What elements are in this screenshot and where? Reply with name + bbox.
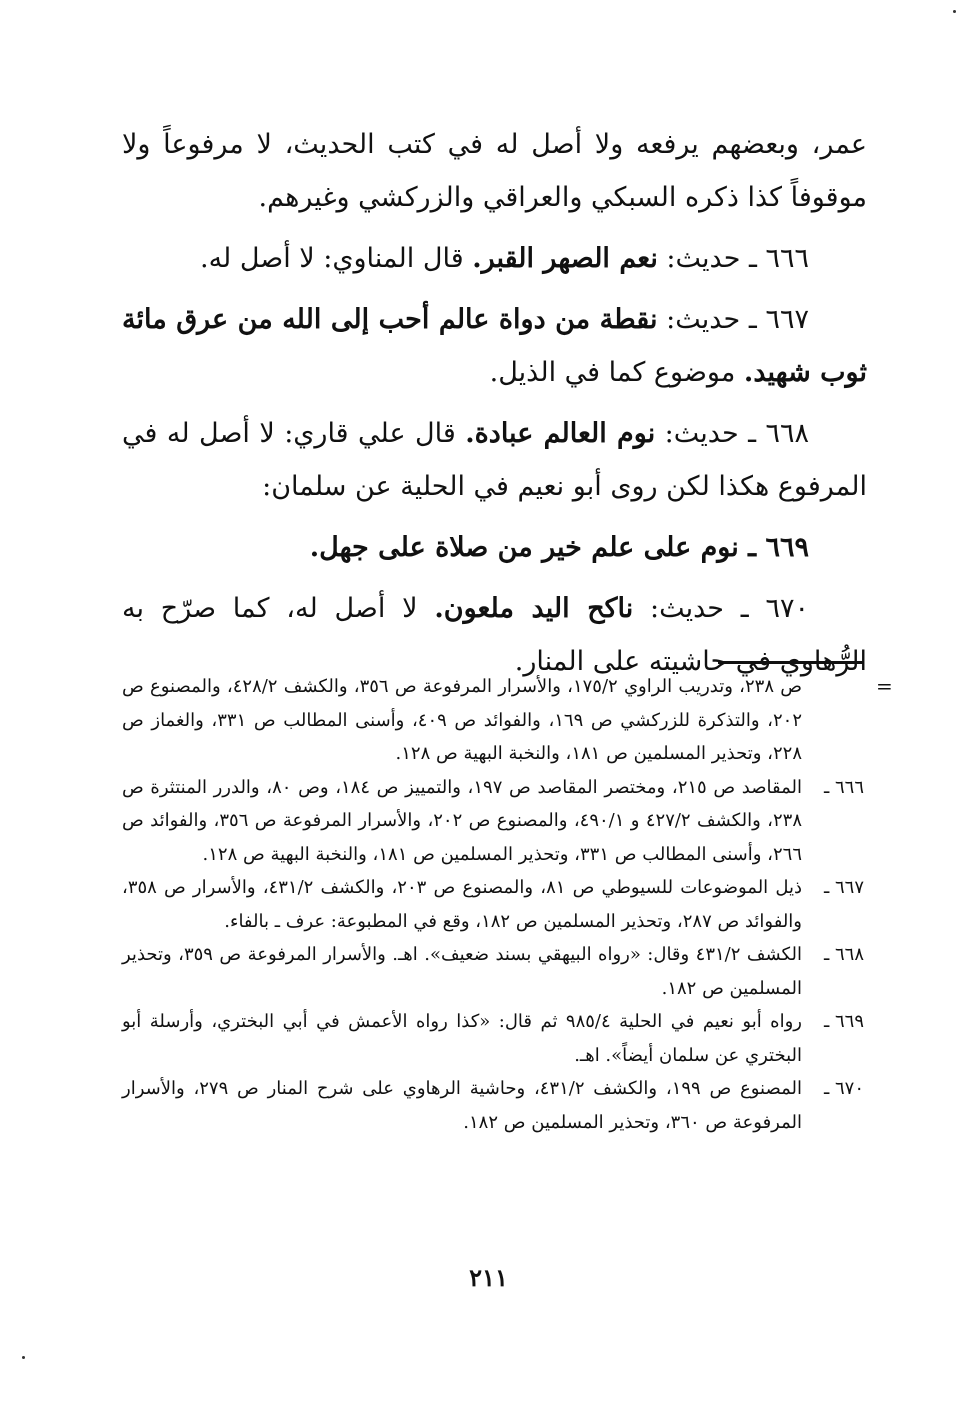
- footnote-text: ذيل الموضوعات للسيوطي ص ٨١، والمصنوع ص ٢٠٣، والكشف ٤٣١/٢، والأسرار ص ٣٥٨، والفوائد ص ٢٨٧، وتحذير المسلمين ص ١٨٢، وقع في المطبوعة: عرف ـ بالفاء.: [122, 877, 803, 932]
- footnote-continued: [122, 670, 864, 771]
- footnote-666: [122, 771, 864, 872]
- entry-668-number: ٦٦٨ ـ حديث:: [664, 418, 809, 449]
- entry-670-number: ٦٧٠ ـ حديث:: [650, 593, 809, 624]
- entry-669: ٦٦٩ ـ نوم على علم خير من صلاة على جهل.: [309, 532, 809, 563]
- footnote-text: المقاصد ص ٢١٥، ومختصر المقاصد ص ١٩٧، والتمييز ص ١٨٤، وص ٨٠، والدرر المنتثرة ص ٢٣٨، والكشف ٤٢٧/٢ و ٤٩٠/١، والمصنوع ص ٢٠٢، والأسرار المرفوعة ص ٣٥٦، والفوائد ص ٢٦٦، وأسنى المطالب ص ٣٣١، وتحذير المسلمين ص ١٨١، والنخبة البهية ص ١٢٨.: [122, 776, 803, 865]
- footnote-continuation-mark: =: [876, 674, 893, 698]
- footnote-668: [122, 938, 864, 1005]
- entry-668: [122, 407, 867, 513]
- footnote-667: [122, 871, 864, 938]
- main-text: [122, 118, 867, 696]
- footnotes: [122, 670, 864, 1139]
- entry-666: [122, 232, 867, 285]
- entry-667-number: ٦٦٧ ـ حديث:: [666, 304, 809, 335]
- entry-666-number: ٦٦٦ ـ حديث:: [666, 243, 809, 274]
- page-number: ٢١١: [469, 1263, 508, 1292]
- entry-668-hadith: نوم العالم عبادة.: [465, 418, 656, 449]
- paragraph-continuation: عمر، وبعضهم يرفعه ولا أصل له في كتب الحديث، لا مرفوعاً ولا موقوفاً كذا ذكره السبكي والعراقي والزركشي وغيرهم.: [122, 129, 867, 213]
- footnote-number: ٦٦٩ ـ: [823, 1011, 864, 1032]
- footnote-number: ٦٦٦ ـ: [823, 776, 864, 798]
- scan-speck: [953, 10, 956, 13]
- footnote-text: رواه أبو نعيم في الحلية ٩٨٥/٤ ثم قال: «كذا رواه الأعمش في أبي البختري، وأرسلة أبو البختري عن سلمان أيضاً». اهـ.: [122, 1011, 802, 1066]
- footnote-text: الكشف ٤٣١/٢ وقال: «رواه البيهقي بسند ضعيف». اهـ. والأسرار المرفوعة ص ٣٥٩، وتحذير المسلمين ص ١٨٢.: [122, 944, 802, 999]
- entry-667: [122, 293, 867, 399]
- footnote-text: المصنوع ص ١٩٩، والكشف ٤٣١/٢، وحاشية الرهاوي على شرح المنار ص ٢٧٩، والأسرار المرفوعة ص ٣٦٠، وتحذير المسلمين ص ١٨٢.: [122, 1078, 802, 1133]
- footnote-670: [122, 1072, 864, 1139]
- entry-670-comment: لا أصل له، كما صرّح به الرُّهاوي في حاشيته على المنار.: [122, 593, 867, 677]
- footnote-number: ٦٦٨ ـ: [823, 944, 864, 965]
- entry-670-hadith: ناكح اليد ملعون.: [434, 593, 634, 624]
- footnote-number: ٦٧٠ ـ: [823, 1078, 864, 1099]
- footnote-669: [122, 1005, 864, 1072]
- footnote-continued-text: ص ٢٣٨، وتدريب الراوي ١٧٥/٢، والأسرار المرفوعة ص ٣٥٦، والكشف ٤٢٨/٢، والمصنوع ص ٢٠٢، والتذكرة للزركشي ص ١٦٩، والفوائد ص ٤٠٩، وأسنى المطالب ص ٣٣١، والغماز ص ٢٢٨، وتحذير المسلمين ص ١٨١، والنخبة البهية ص ١٢٨.: [122, 676, 803, 764]
- entry-667-hadith: نقطة من دواة عالم أحب إلى الله من عرق مائة ثوب شهيد.: [122, 304, 867, 388]
- scan-speck: [22, 1356, 25, 1359]
- entry-666-comment: قال المناوي: لا أصل له.: [199, 243, 464, 274]
- footnote-number: ٦٦٧ ـ: [823, 877, 864, 898]
- footnote-separator: [718, 661, 864, 664]
- entry-668-comment: قال علي قاري: لا أصل له في المرفوع هكذا لكن روى أبو نعيم في الحلية عن سلمان:: [122, 418, 867, 502]
- entry-667-comment: موضوع كما في الذيل.: [489, 357, 736, 388]
- entry-666-hadith: نعم الصهر القبر.: [472, 243, 658, 274]
